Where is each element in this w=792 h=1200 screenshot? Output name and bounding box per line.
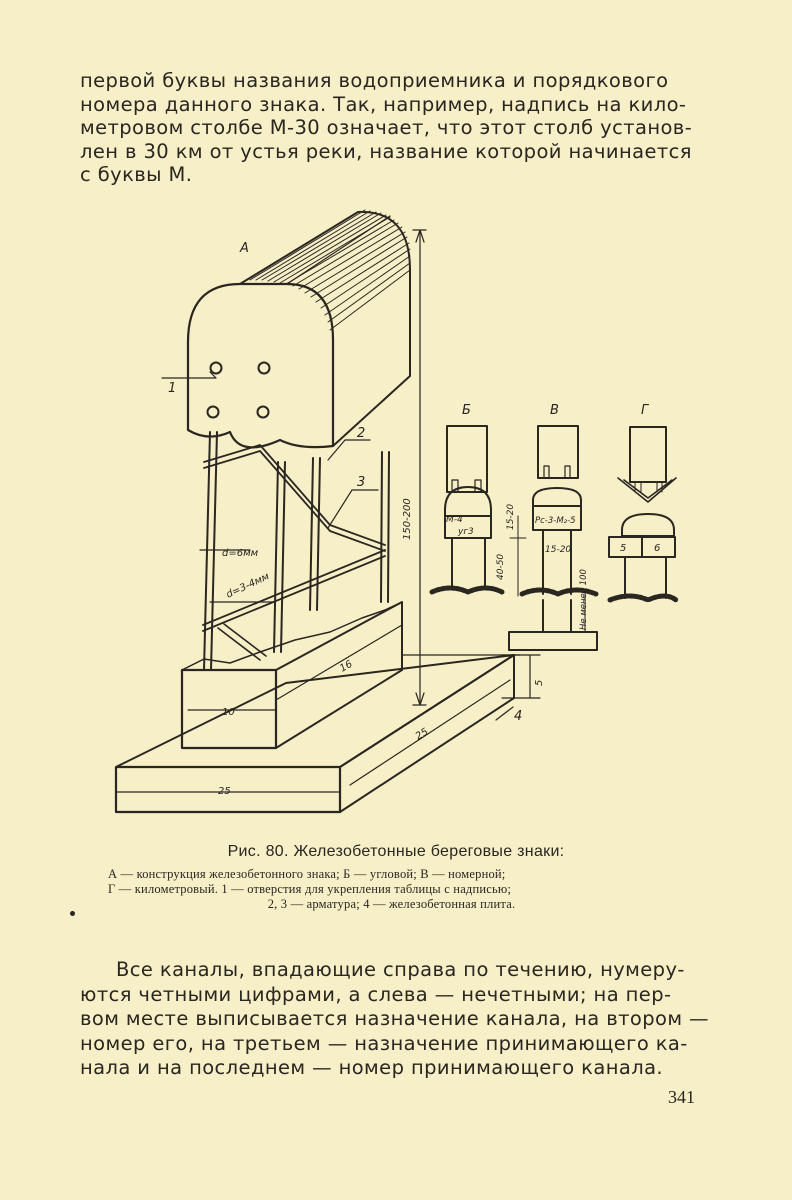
sign-b-ug3: уг3 <box>458 527 474 537</box>
text-line: нала и на последнем — номер принимающего канала. <box>80 1056 664 1079</box>
sign-g-6: 6 <box>654 543 661 554</box>
paragraph-top <box>80 69 704 187</box>
margin-mark <box>70 911 75 916</box>
label-v: В <box>550 403 559 418</box>
label-2: 2 <box>357 426 366 441</box>
page-number: 341 <box>668 1087 695 1107</box>
sign-head <box>188 210 410 447</box>
text-line: номер его, на третьем — назначение принимающего ка- <box>80 1031 688 1055</box>
dim-d6: d=6мм <box>222 548 259 559</box>
mount-hole <box>208 407 219 418</box>
dim-16: 16 <box>338 658 355 675</box>
dim-15-20-v: 15-20 <box>506 503 516 530</box>
figure-shore-signs <box>100 200 700 830</box>
figure-caption-title: Рис. 80. Железобетонные береговые знаки: <box>227 843 565 860</box>
dim-not-less-100: Не менее 100 <box>579 569 589 630</box>
dim-10: 10 <box>222 707 235 718</box>
text-line: лен в 30 км от устья реки, название которой начинается <box>80 139 692 163</box>
label-a: А <box>240 241 249 256</box>
dim-15-20-h: 15-20 <box>545 545 572 555</box>
legend-line: Г — километровый. 1 — отверстия для укрепления таблицы с надписью; <box>108 882 512 896</box>
text-line: Все каналы, впадающие справа по течению, нумеру- <box>116 958 685 981</box>
label-1: 1 <box>168 381 177 396</box>
text-line: ются четными цифрами, а слева — нечетными; на пер- <box>80 982 672 1006</box>
legend-line: А — конструкция железобетонного знака; Б — угловой; В — номерной; <box>108 867 506 881</box>
sign-b-drawing <box>432 426 502 592</box>
dim-25-front: 25 <box>218 786 231 797</box>
mount-hole <box>211 363 222 374</box>
sign-v-text: Рс-3-М₂-5 <box>535 516 576 526</box>
label-4: 4 <box>514 709 523 724</box>
label-3: 3 <box>357 475 366 490</box>
text-line: номера данного знака. Так, например, надпись на кило- <box>80 92 687 116</box>
text-line: с буквы М. <box>80 163 193 186</box>
dim-25-side: 25 <box>413 726 431 743</box>
dim-5: 5 <box>534 679 545 686</box>
label-g: Г <box>641 403 649 418</box>
text-line: вом месте выписывается назначение канала, на втором — <box>80 1007 709 1030</box>
sign-b-m4: М-4 <box>446 515 463 525</box>
text-line: метровом столбе М-30 означает, что этот столб установ- <box>80 116 693 139</box>
sign-a-drawing <box>116 210 540 812</box>
dim-150-200: 150-200 <box>402 498 413 540</box>
mount-hole <box>259 363 270 374</box>
figure-caption-legend <box>108 867 675 912</box>
dim-d34: d=3-4мм <box>224 571 272 601</box>
legend-line: 2, 3 — арматура; 4 — железобетонная плита. <box>267 897 516 911</box>
text-line: первой буквы названия водоприемника и порядкового <box>80 69 669 92</box>
mount-hole <box>258 407 269 418</box>
sign-g-drawing <box>609 427 676 600</box>
sign-g-5: 5 <box>620 543 627 554</box>
label-b: Б <box>462 403 471 418</box>
concrete-block <box>182 602 402 748</box>
dim-40-50: 40-50 <box>496 553 506 580</box>
paragraph-bottom <box>80 958 709 1081</box>
